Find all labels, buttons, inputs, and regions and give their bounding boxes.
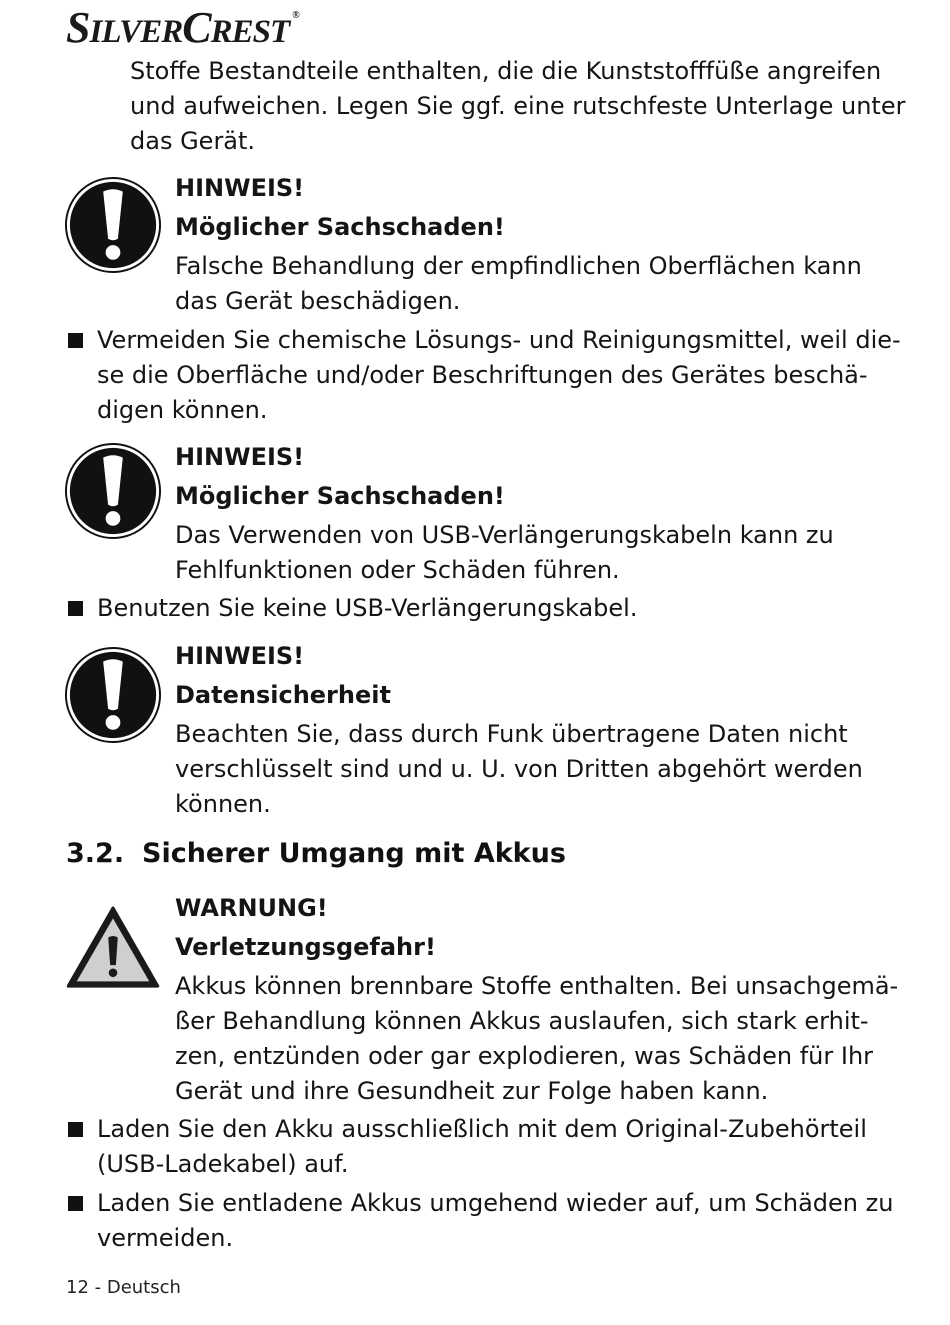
warning-label: WARNUNG! (175, 894, 328, 922)
text-line: Gerät und ihre Gesundheit zur Folge haben kann. (175, 1077, 769, 1105)
text-line: Das Verwenden von USB-Verlängerungskabeln kann zu (175, 521, 834, 549)
bullet-item (97, 591, 637, 626)
notice-hinweis-2 (175, 440, 834, 588)
bullet-square (68, 601, 83, 616)
text-line: Fehlfunktionen oder Schäden führen. (175, 556, 620, 584)
registered-mark: ® (292, 10, 299, 21)
exclamation-circle-icon (64, 646, 162, 744)
text-line: können. (175, 790, 271, 818)
notice-title: Möglicher Sachschaden! (175, 482, 505, 510)
text-line: (USB-Ladekabel) auf. (97, 1150, 349, 1178)
page-footer: 12 - Deutsch (66, 1277, 181, 1298)
logo-letter: S (66, 3, 90, 52)
text-line: und aufweichen. Legen Sie ggf. eine rutschfeste Unterlage unter (130, 92, 906, 120)
text-line: vermeiden. (97, 1224, 234, 1252)
exclamation-circle-icon (64, 176, 162, 274)
bullet-item (97, 1186, 893, 1256)
text-line: zen, entzünden oder gar explodieren, was Schäden für Ihr (175, 1042, 874, 1070)
text-line: das Gerät beschädigen. (175, 287, 461, 315)
text-line: ßer Behandlung können Akkus auslaufen, sich stark erhit- (175, 1007, 869, 1035)
warning-triangle-icon (65, 905, 161, 989)
text-line: Benutzen Sie keine USB-Verlängerungskabel. (97, 594, 638, 622)
logo-letters: ILVER (89, 14, 183, 50)
logo-letters: REST (210, 14, 290, 50)
bullet-square (68, 1196, 83, 1211)
logo-letter: C (182, 3, 211, 52)
section-number: 3.2. (66, 838, 125, 869)
section-heading (66, 835, 566, 873)
notice-label: HINWEIS! (175, 174, 305, 202)
text-line: Laden Sie den Akku ausschließlich mit dem Original-Zubehörteil (97, 1115, 867, 1143)
notice-title: Möglicher Sachschaden! (175, 213, 505, 241)
text-line: Vermeiden Sie chemische Lösungs- und Reinigungsmittel, weil die- (97, 326, 901, 354)
text-line: das Gerät. (130, 127, 256, 155)
notice-label: HINWEIS! (175, 642, 305, 670)
notice-hinweis-3 (175, 639, 863, 822)
bullet-item (97, 1112, 867, 1182)
notice-label: HINWEIS! (175, 443, 305, 471)
notice-title: Datensicherheit (175, 681, 391, 709)
bullet-square (68, 1122, 83, 1137)
text-line: verschlüsselt sind und u. U. von Dritten abgehört werden (175, 755, 863, 783)
silvercrest-logo (66, 2, 299, 53)
warning-title: Verletzungsgefahr! (175, 933, 436, 961)
text-line: Laden Sie entladene Akkus umgehend wieder auf, um Schäden zu (97, 1189, 894, 1217)
intro-paragraph (130, 54, 905, 159)
text-line: Falsche Behandlung der empfindlichen Oberflächen kann (175, 252, 862, 280)
bullet-square (68, 333, 83, 348)
notice-hinweis-1 (175, 171, 862, 319)
text-line: Beachten Sie, dass durch Funk übertragene Daten nicht (175, 720, 848, 748)
text-line: digen können. (97, 396, 268, 424)
text-line: se die Oberfläche und/oder Beschriftungen des Gerätes beschä- (97, 361, 868, 389)
text-line: Akkus können brennbare Stoffe enthalten. Bei unsachgemä- (175, 972, 899, 1000)
exclamation-circle-icon (64, 442, 162, 540)
warning-block (175, 891, 898, 1109)
section-title: Sicherer Umgang mit Akkus (142, 838, 566, 869)
bullet-item (97, 323, 901, 428)
text-line: Stoffe Bestandteile enthalten, die die Kunststofffüße angreifen (130, 57, 882, 85)
